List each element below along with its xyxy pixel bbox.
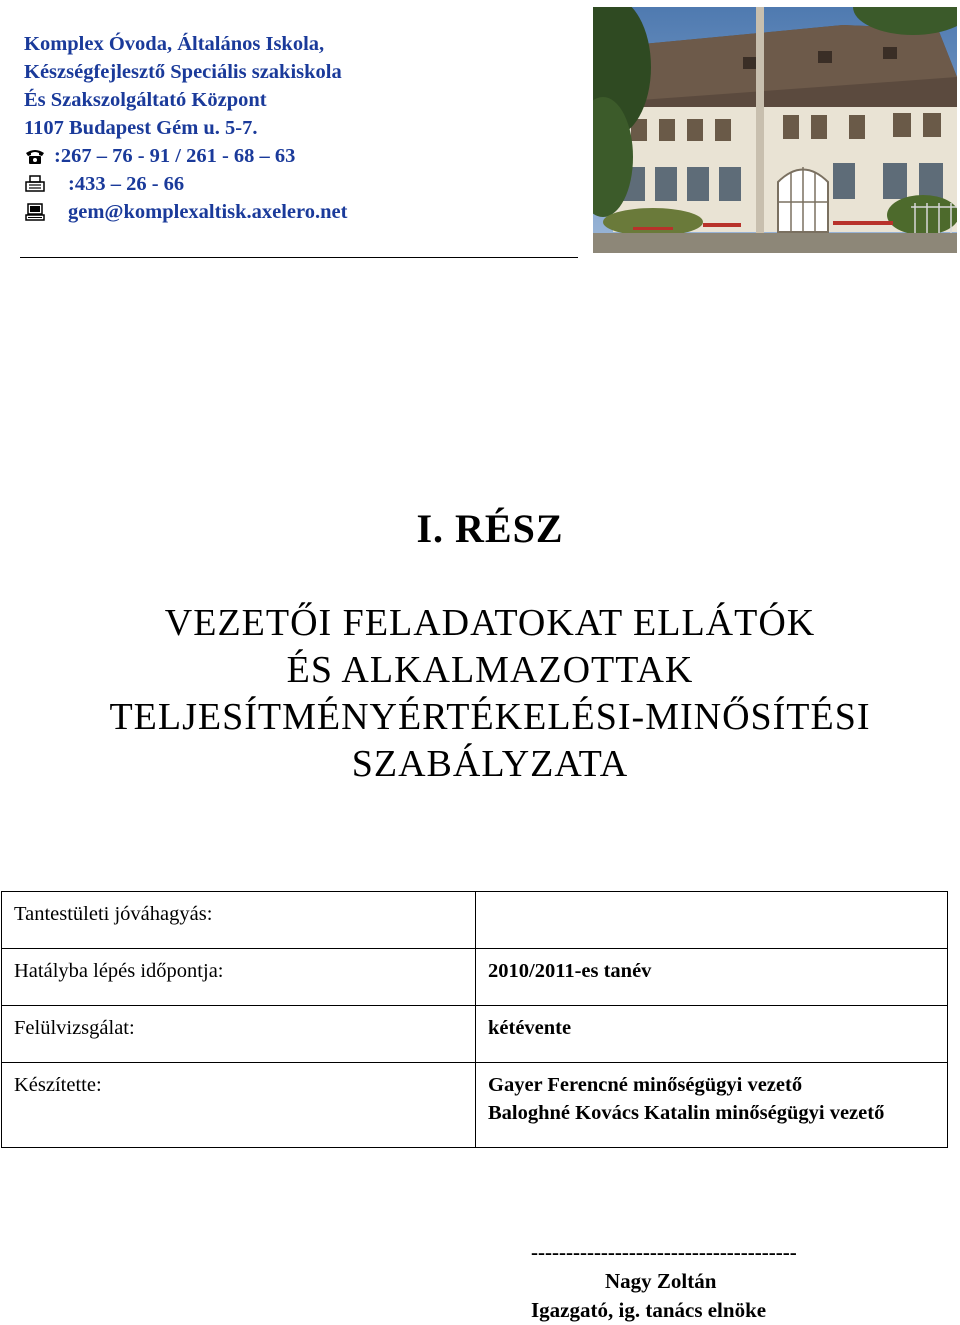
fax-icon bbox=[24, 175, 46, 193]
school-name-line-3: És Szakszolgáltató Központ bbox=[24, 89, 267, 111]
school-header bbox=[24, 30, 564, 226]
effective-date-label: Hatályba lépés időpontja: bbox=[2, 949, 476, 1006]
phone-number: :267 – 76 - 91 / 261 - 68 – 63 bbox=[54, 145, 296, 167]
approval-info-table bbox=[1, 891, 948, 1148]
school-name-line-1: Komplex Óvoda, Általános Iskola, bbox=[24, 33, 325, 55]
approval-label: Tantestületi jóváhagyás: bbox=[2, 892, 476, 949]
review-label: Felülvizsgálat: bbox=[2, 1006, 476, 1063]
school-building-photo bbox=[593, 7, 957, 253]
signature-block bbox=[531, 1238, 871, 1325]
signatory-role: Igazgató, ig. tanács elnöke bbox=[531, 1298, 767, 1322]
header-divider bbox=[20, 257, 578, 258]
telephone-icon bbox=[24, 147, 46, 165]
school-building-illustration bbox=[593, 7, 957, 253]
phone-line bbox=[24, 142, 564, 170]
prepared-by-value: Gayer Ferencné minőségügyi vezető Baloghné Kovács Katalin minőségügyi vezető bbox=[476, 1063, 948, 1148]
effective-date-value: 2010/2011-es tanév bbox=[476, 949, 948, 1006]
review-value: kétévente bbox=[476, 1006, 948, 1063]
title-line-2: ÉS ALKALMAZOTTAK bbox=[286, 649, 694, 691]
email-line bbox=[24, 198, 564, 226]
table-row bbox=[2, 1063, 948, 1148]
title-line-3: TELJESÍTMÉNYÉRTÉKELÉSI-MINŐSÍTÉSI bbox=[109, 696, 871, 738]
table-row bbox=[2, 1006, 948, 1063]
table-row bbox=[2, 892, 948, 949]
document-title bbox=[0, 600, 960, 788]
title-line-1: VEZETŐI FELADATOKAT ELLÁTÓK bbox=[164, 602, 816, 644]
table-row bbox=[2, 949, 948, 1006]
approval-value bbox=[476, 892, 948, 949]
signatory-name: Nagy Zoltán bbox=[605, 1269, 717, 1293]
part-title: I. RÉSZ bbox=[416, 506, 564, 551]
email-address: gem@komplexaltisk.axelero.net bbox=[68, 201, 348, 223]
signature-line: -------------------------------------- bbox=[531, 1240, 797, 1264]
fax-number: :433 – 26 - 66 bbox=[68, 173, 185, 195]
title-line-4: SZABÁLYZATA bbox=[351, 743, 629, 785]
school-address: 1107 Budapest Gém u. 5-7. bbox=[24, 117, 258, 139]
prepared-by-label: Készítette: bbox=[2, 1063, 476, 1148]
fax-line bbox=[24, 170, 564, 198]
computer-icon bbox=[24, 203, 46, 221]
school-name-line-2: Készségfejlesztő Speciális szakiskola bbox=[24, 61, 342, 83]
